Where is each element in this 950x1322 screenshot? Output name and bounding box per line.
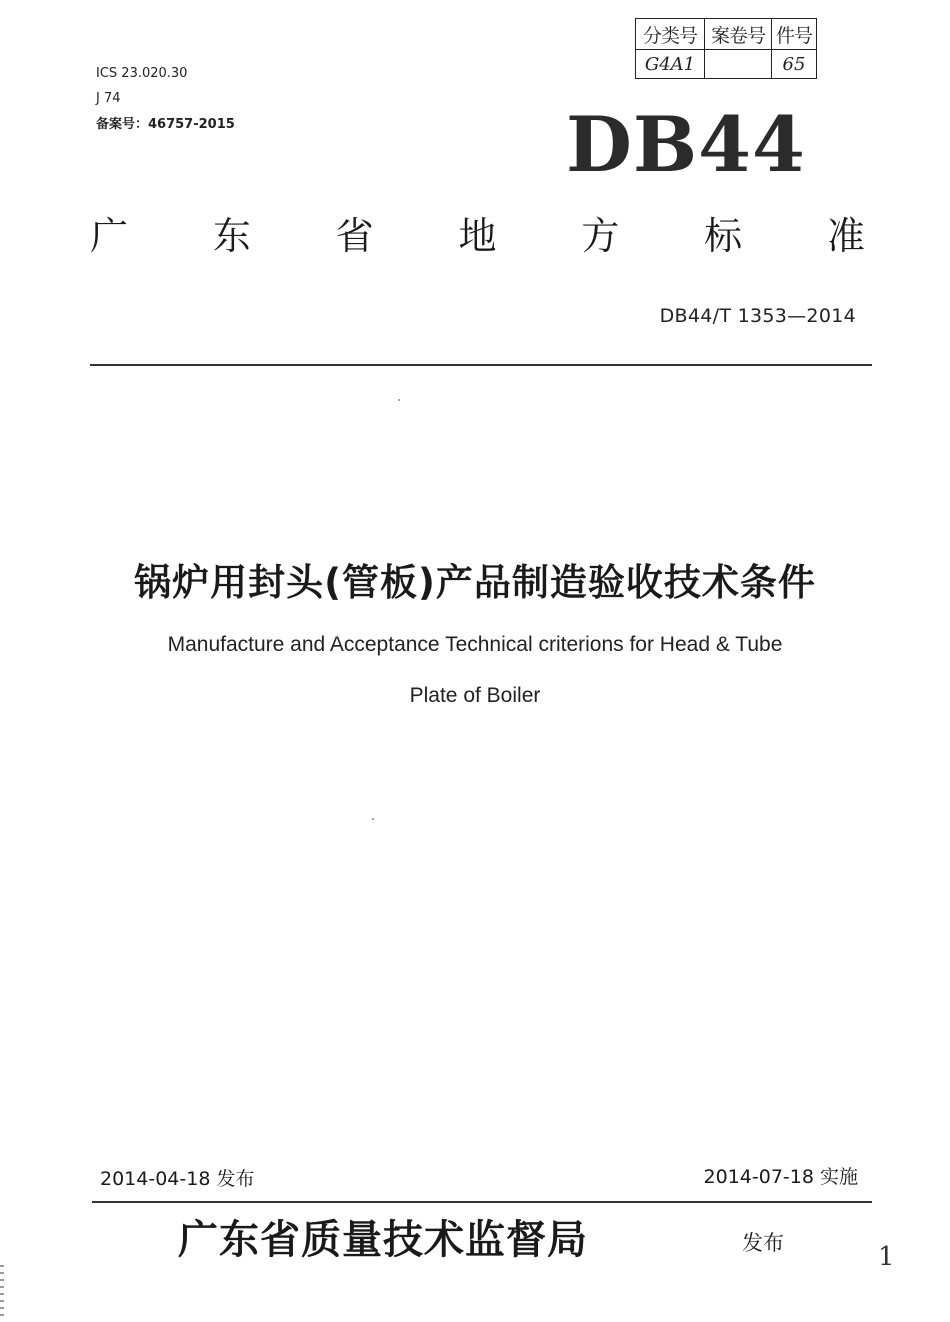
top-divider: [90, 364, 872, 366]
stamp-header-category: 分类号: [636, 19, 705, 50]
issued-label: 发布: [742, 1231, 784, 1255]
title-chinese: 锅炉用封头(管板)产品制造验收技术条件: [134, 561, 816, 604]
archive-stamp: [635, 18, 817, 79]
heading-char: 标: [704, 214, 743, 258]
title-english-line1: Manufacture and Acceptance Technical criterions for Head & Tube: [167, 633, 783, 656]
record-number: 备案号：46757-2015: [96, 117, 235, 132]
effective-date: 2014-07-18 实施: [703, 1166, 858, 1188]
stamp-header-file: 案卷号: [705, 19, 772, 50]
standard-heading: [90, 211, 865, 261]
publish-date: 2014-04-18 发布: [100, 1168, 255, 1190]
heading-char: 地: [458, 214, 497, 258]
db44-logo: DB44: [566, 100, 806, 189]
heading-char: 准: [826, 214, 865, 258]
issuing-authority: 广东省质量技术监督局: [178, 1216, 588, 1263]
title-english-line2: Plate of Boiler: [409, 684, 541, 707]
stamp-value-category: G4A1: [636, 50, 705, 79]
heading-char: 广: [90, 214, 129, 258]
ccs-code: J 74: [96, 91, 121, 106]
page-number: 1: [878, 1242, 895, 1272]
ics-code: ICS 23.020.30: [96, 66, 188, 81]
heading-char: 东: [212, 214, 251, 258]
bottom-divider: [92, 1201, 872, 1203]
heading-char: 方: [581, 214, 620, 258]
standard-number: DB44/T 1353—2014: [659, 305, 856, 327]
scan-speck: [398, 399, 400, 401]
stamp-value-item: 65: [772, 50, 817, 79]
scan-edge-marks: [0, 1265, 4, 1320]
scan-speck: [372, 818, 374, 820]
stamp-header-item: 件号: [772, 19, 817, 50]
heading-char: 省: [335, 214, 374, 258]
stamp-value-file: [705, 50, 772, 79]
